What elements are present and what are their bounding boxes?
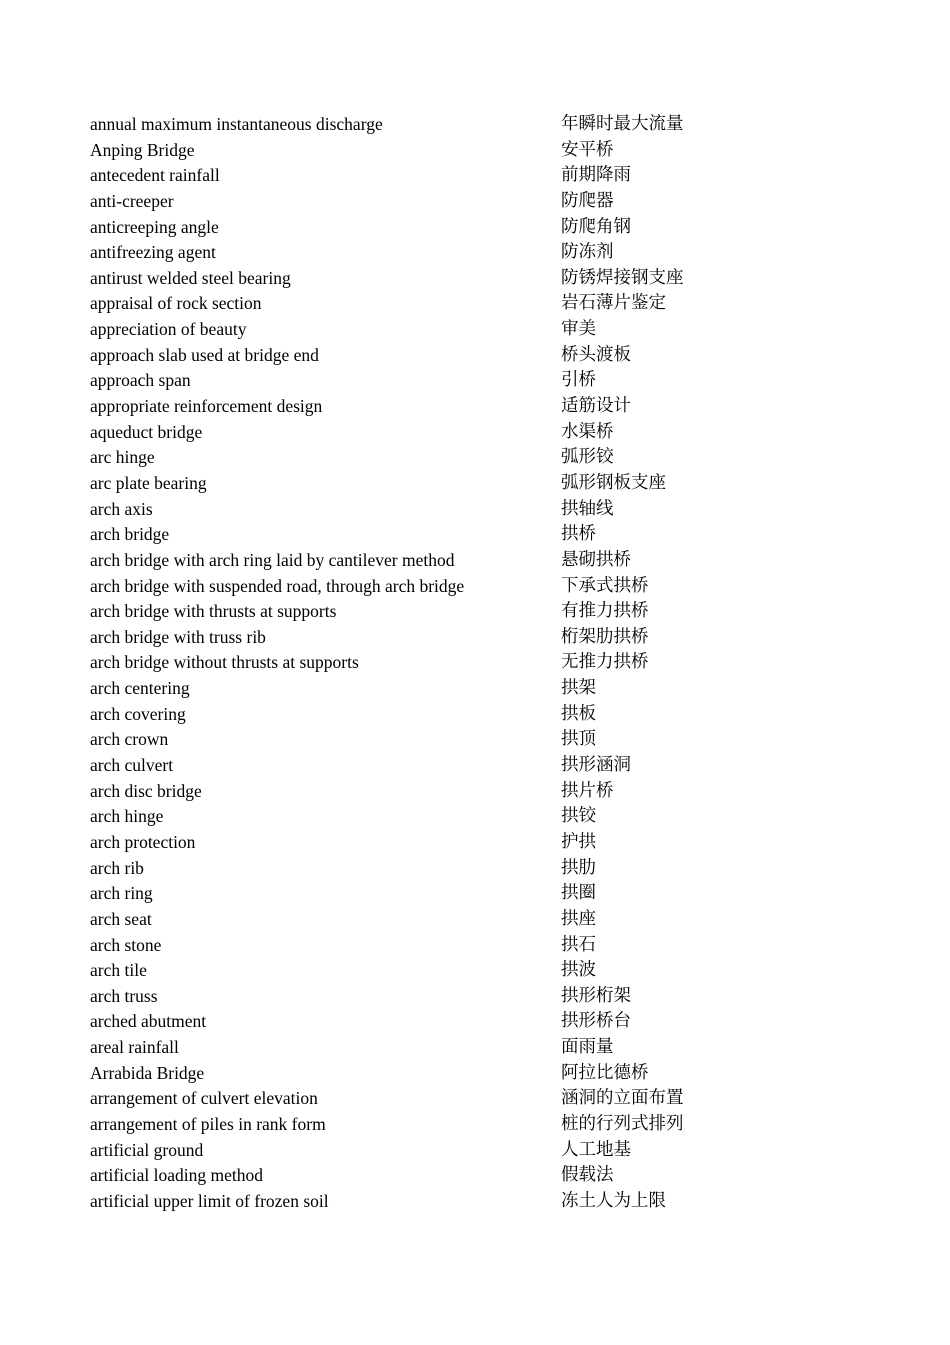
english-term: Anping Bridge (90, 139, 195, 160)
chinese-term: 安平桥 (561, 139, 614, 160)
english-term: arch bridge without thrusts at supports (90, 652, 359, 673)
english-term: arch ring (90, 883, 153, 904)
english-term: arch bridge with truss rib (90, 626, 266, 647)
glossary-list (90, 112, 890, 1215)
english-term: arch seat (90, 908, 152, 929)
english-term: aqueduct bridge (90, 421, 203, 442)
english-term: arch covering (90, 703, 186, 724)
chinese-term: 涵洞的立面布置 (561, 1088, 684, 1109)
glossary-row (90, 1112, 890, 1138)
glossary-row (90, 574, 890, 600)
english-term: arch truss (90, 985, 158, 1006)
glossary-row (90, 1189, 890, 1215)
chinese-term: 拱石 (561, 934, 596, 955)
english-term: arch axis (90, 498, 153, 519)
chinese-term: 防爬角钢 (561, 216, 631, 237)
english-term: arch culvert (90, 755, 174, 776)
chinese-term: 引桥 (561, 370, 596, 391)
english-term: arch tile (90, 960, 147, 981)
chinese-term: 拱架 (561, 678, 596, 699)
english-term: areal rainfall (90, 1037, 179, 1058)
glossary-row (90, 291, 890, 317)
chinese-term: 悬砌拱桥 (561, 549, 631, 570)
english-term: anticreeping angle (90, 216, 219, 237)
english-term: antifreezing agent (90, 242, 216, 263)
english-term: appraisal of rock section (90, 293, 262, 314)
chinese-term: 拱轴线 (561, 498, 614, 519)
glossary-row (90, 522, 890, 548)
chinese-term: 适筋设计 (561, 396, 631, 417)
english-term: antecedent rainfall (90, 165, 220, 186)
chinese-term: 无推力拱桥 (561, 652, 649, 673)
glossary-row (90, 215, 890, 241)
chinese-term: 有推力拱桥 (561, 601, 649, 622)
glossary-row (90, 1061, 890, 1087)
glossary-row (90, 266, 890, 292)
glossary-row (90, 984, 890, 1010)
glossary-row (90, 343, 890, 369)
chinese-term: 假载法 (561, 1165, 614, 1186)
chinese-term: 审美 (561, 319, 596, 340)
english-term: antirust welded steel bearing (90, 267, 291, 288)
chinese-term: 护拱 (561, 831, 596, 852)
glossary-row (90, 548, 890, 574)
glossary-row (90, 599, 890, 625)
chinese-term: 防冻剂 (561, 242, 614, 263)
glossary-row (90, 394, 890, 420)
chinese-term: 桥头渡板 (561, 344, 631, 365)
glossary-row (90, 753, 890, 779)
glossary-row (90, 779, 890, 805)
chinese-term: 拱肋 (561, 857, 596, 878)
english-term: approach slab used at bridge end (90, 344, 319, 365)
chinese-term: 下承式拱桥 (561, 575, 649, 596)
chinese-term: 拱形桥台 (561, 1011, 631, 1032)
english-term: arrangement of piles in rank form (90, 1113, 326, 1134)
glossary-row (90, 112, 890, 138)
glossary-row (90, 727, 890, 753)
chinese-term: 拱板 (561, 703, 596, 724)
chinese-term: 桁架肋拱桥 (561, 626, 649, 647)
glossary-row (90, 445, 890, 471)
chinese-term: 拱圈 (561, 883, 596, 904)
glossary-row (90, 958, 890, 984)
english-term: arched abutment (90, 1011, 207, 1032)
chinese-term: 拱片桥 (561, 780, 614, 801)
english-term: arch bridge (90, 524, 170, 545)
english-term: arch protection (90, 831, 196, 852)
english-term: arch centering (90, 678, 190, 699)
english-term: arc plate bearing (90, 472, 207, 493)
english-term: arch bridge with arch ring laid by cantilever method (90, 549, 455, 570)
english-term: arrangement of culvert elevation (90, 1088, 318, 1109)
english-term: arch disc bridge (90, 780, 202, 801)
english-term: artificial upper limit of frozen soil (90, 1190, 329, 1211)
chinese-term: 年瞬时最大流量 (561, 114, 684, 134)
chinese-term: 岩石薄片鉴定 (561, 293, 666, 314)
chinese-term: 防锈焊接钢支座 (561, 267, 684, 288)
english-term: anti-creeper (90, 190, 174, 211)
chinese-term: 桩的行列式排列 (561, 1113, 684, 1134)
glossary-row (90, 702, 890, 728)
english-term: arch stone (90, 934, 162, 955)
english-term: arch crown (90, 729, 169, 750)
glossary-row (90, 804, 890, 830)
english-term: arch bridge with suspended road, through arch bridge (90, 575, 465, 596)
glossary-row (90, 676, 890, 702)
english-term: artificial ground (90, 1139, 204, 1160)
glossary-row (90, 881, 890, 907)
glossary-row (90, 907, 890, 933)
glossary-row (90, 138, 890, 164)
english-term: approach span (90, 370, 191, 391)
glossary-row (90, 933, 890, 959)
english-term: Arrabida Bridge (90, 1062, 205, 1083)
chinese-term: 面雨量 (561, 1037, 614, 1058)
chinese-term: 拱顶 (561, 729, 596, 750)
glossary-row (90, 368, 890, 394)
english-term: arch hinge (90, 806, 164, 827)
english-term: arc hinge (90, 447, 155, 468)
glossary-row (90, 471, 890, 497)
english-term: artificial loading method (90, 1165, 264, 1186)
chinese-term: 弧形铰 (561, 447, 614, 468)
chinese-term: 人工地基 (561, 1139, 631, 1160)
chinese-term: 阿拉比德桥 (561, 1062, 649, 1083)
chinese-term: 前期降雨 (561, 165, 631, 186)
english-term: arch bridge with thrusts at supports (90, 601, 337, 622)
glossary-row (90, 650, 890, 676)
glossary-row (90, 420, 890, 446)
glossary-row (90, 1009, 890, 1035)
chinese-term: 拱波 (561, 960, 596, 981)
glossary-row (90, 625, 890, 651)
glossary-row (90, 1138, 890, 1164)
glossary-row (90, 1163, 890, 1189)
glossary-row (90, 830, 890, 856)
glossary-row (90, 1035, 890, 1061)
english-term: annual maximum instantaneous discharge (90, 114, 383, 134)
chinese-term: 拱形涵洞 (561, 755, 631, 776)
chinese-term: 拱铰 (561, 806, 596, 827)
chinese-term: 冻土人为上限 (561, 1190, 666, 1211)
glossary-row (90, 1086, 890, 1112)
chinese-term: 拱桥 (561, 524, 596, 545)
chinese-term: 防爬器 (561, 190, 614, 211)
chinese-term: 水渠桥 (561, 421, 614, 442)
glossary-row (90, 240, 890, 266)
glossary-row (90, 189, 890, 215)
glossary-row (90, 497, 890, 523)
english-term: arch rib (90, 857, 144, 878)
glossary-row (90, 317, 890, 343)
english-term: appropriate reinforcement design (90, 396, 323, 417)
chinese-term: 拱座 (561, 908, 596, 929)
glossary-row (90, 163, 890, 189)
chinese-term: 拱形桁架 (561, 985, 631, 1006)
chinese-term: 弧形钢板支座 (561, 472, 666, 493)
glossary-row (90, 856, 890, 882)
english-term: appreciation of beauty (90, 319, 247, 340)
